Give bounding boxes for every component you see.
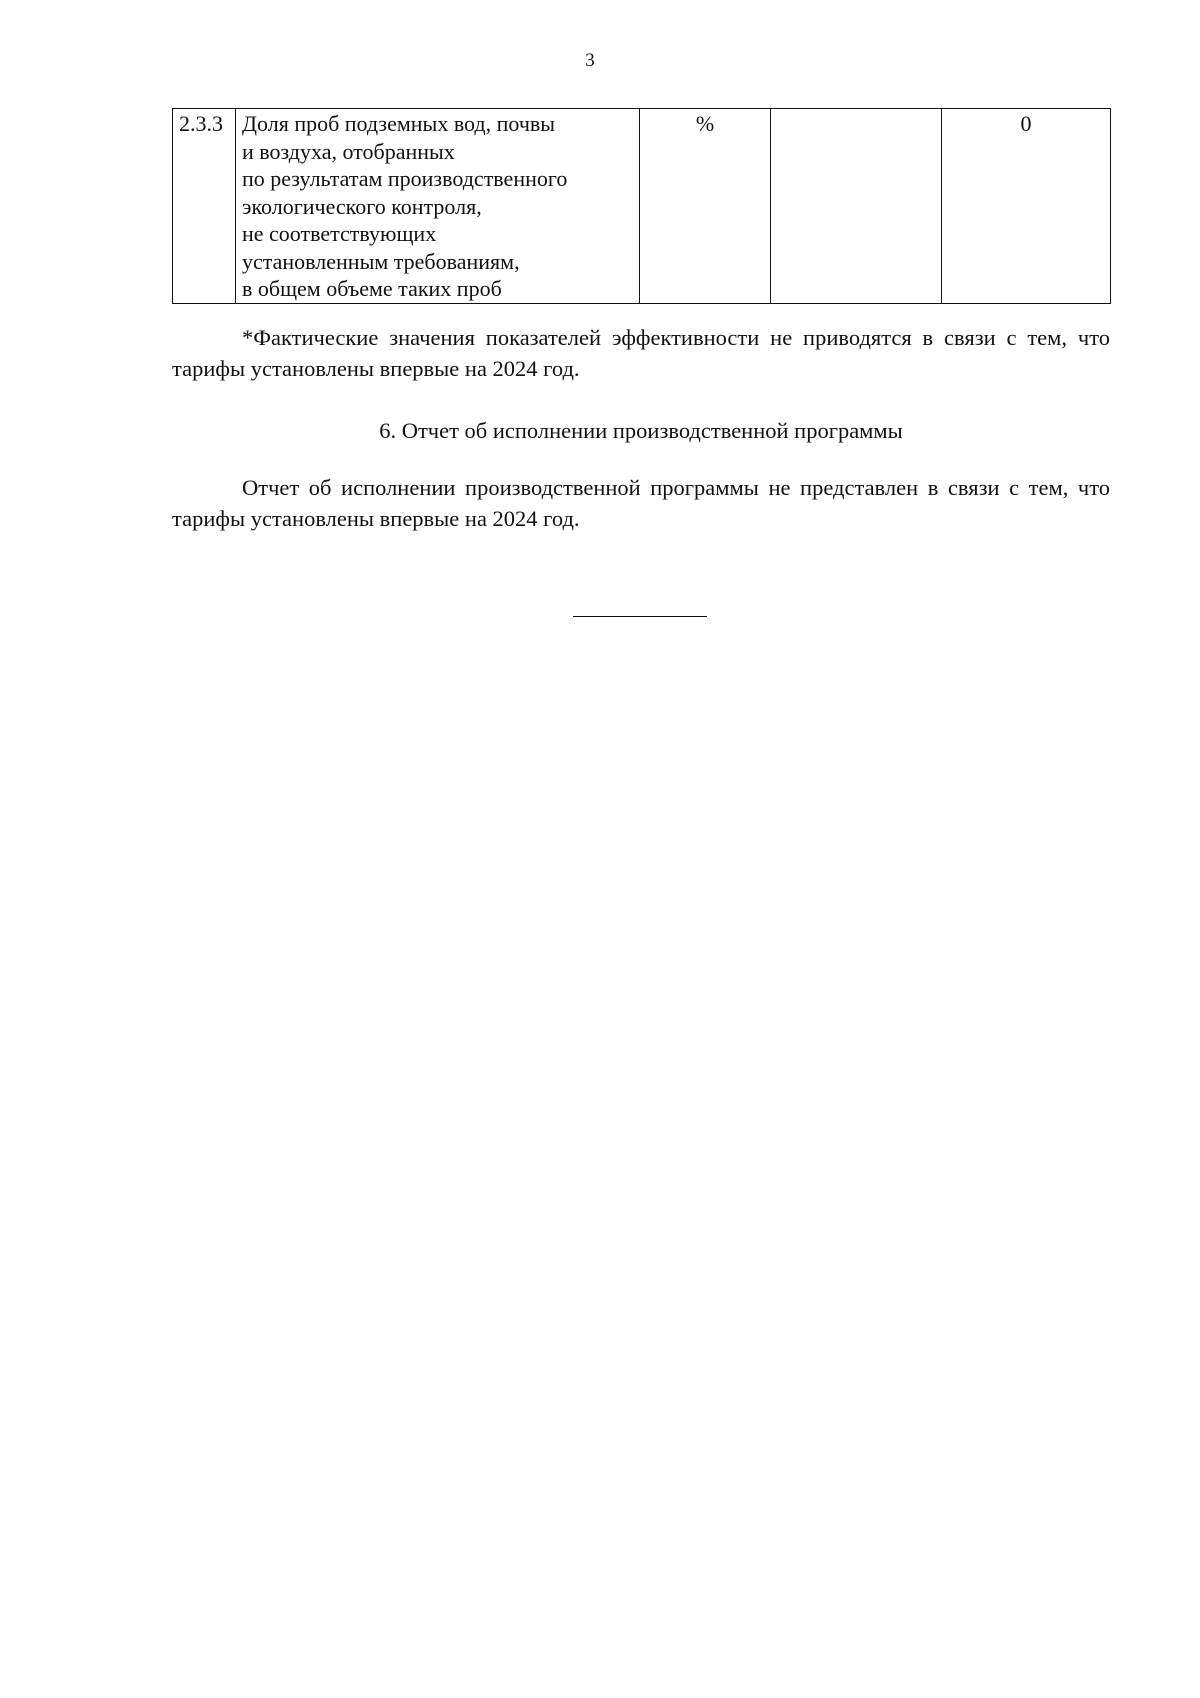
page-number: 3 (585, 50, 595, 71)
section-paragraph: Отчет об исполнении производственной программы не представлен в связи с тем, что тарифы установлены впервые на 2024 год. (172, 475, 1110, 531)
row-number-cell: 2.3.3 (173, 109, 236, 304)
value-cell: 0 (942, 109, 1111, 304)
footnote-paragraph: *Фактические значения показателей эффективности не приводятся в связи с тем, что тарифы установлены впервые на 2024 год. (172, 325, 1110, 381)
end-divider (573, 616, 707, 617)
unit-cell: % (640, 109, 771, 304)
section-heading: 6. Отчет об исполнении производственной программы (379, 418, 903, 443)
empty-cell (771, 109, 942, 304)
indicators-table (172, 108, 1111, 304)
table-row (173, 109, 1111, 304)
indicator-name-cell: Доля проб подземных вод, почвы и воздуха, отобранных по результатам производственного экологического контроля, не соответствующих установленным требованиям, в общем объеме таких проб (236, 109, 640, 304)
